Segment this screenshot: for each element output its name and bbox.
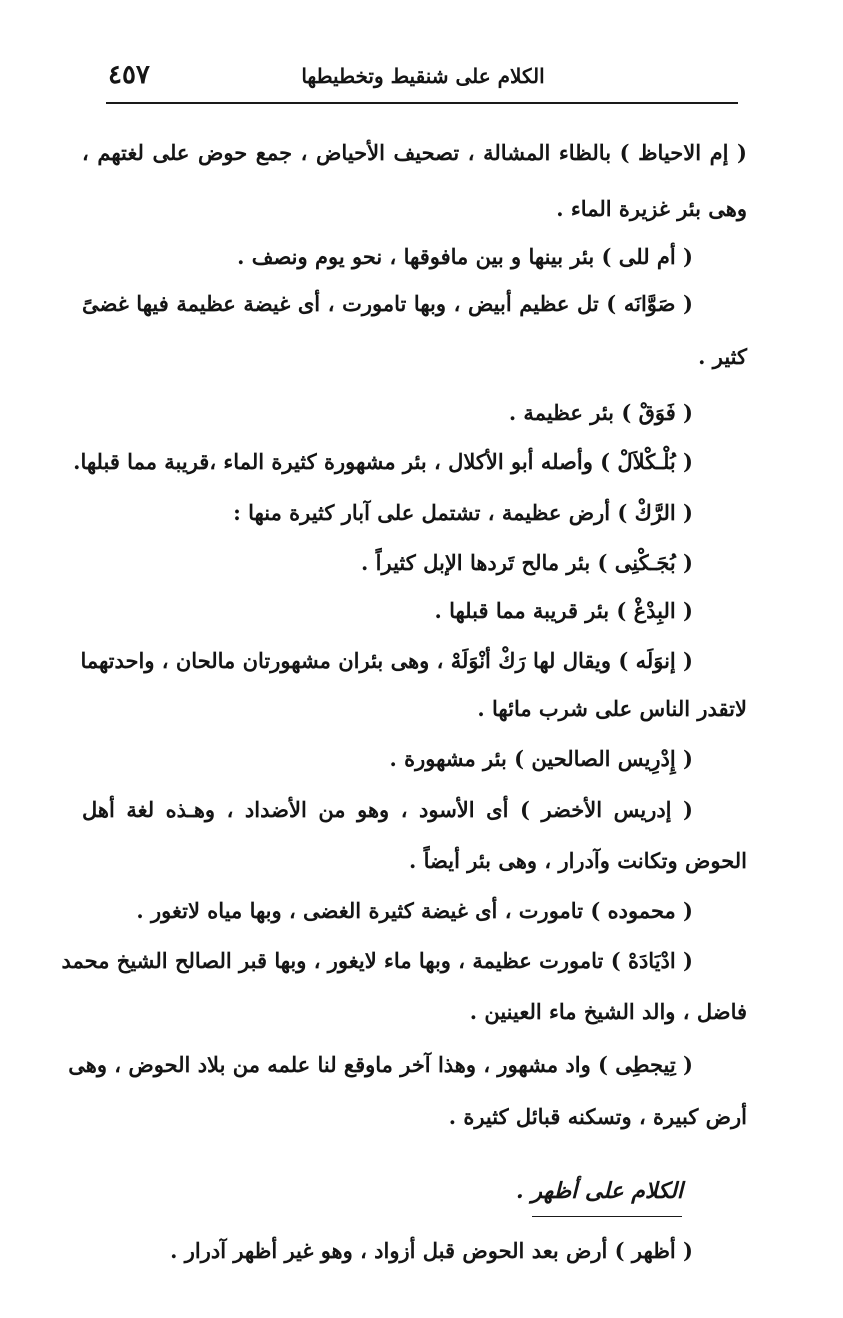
text-line: ( إنوَلَه ) ويقال لها رَكْ أنْوَلَهْ ، وهى بئران مشهورتان مالحان ، واحدتهما (80, 648, 693, 673)
page-header (108, 60, 738, 100)
text-line: ( تِيجطِى ) واد مشهور ، وهذا آخر ماوقع لنا علمه من بلاد الحوض ، وهى (68, 1052, 693, 1077)
text-line: وهى بئر غزيرة الماء . (556, 196, 747, 221)
text-line: ( إدريس الأخضر ) أى الأسود ، وهو من الأضداد ، وهـذه لغة أهل (82, 797, 693, 822)
text-line: ( أظهر ) أرض بعد الحوض قبل أزواد ، وهو غير أظهر آدرار . (170, 1238, 693, 1263)
text-line: ( فَوَقْ ) بئر عظيمة . (508, 400, 693, 425)
text-line: فاضل ، والد الشيخ ماء العينين . (469, 999, 747, 1024)
running-title: الكلام على شنقيط وتخطيطها (301, 64, 545, 88)
section-heading: الكلام على أظهر . (516, 1178, 683, 1204)
text-line: الحوض وتكانت وآدرار ، وهى بئر أيضاً . (409, 848, 747, 873)
section-heading-underline (532, 1216, 682, 1217)
text-line: ( محموده ) تامورت ، أى غيضة كثيرة الغضى ، وبها مياه لاتغور . (136, 898, 693, 923)
text-line: ( الرَّكْ ) أرض عظيمة ، تشتمل على آبار كثيرة منها : (233, 500, 693, 525)
page-number: ٤٥٧ (108, 60, 150, 90)
text-line: لاتقدر الناس على شرب مائها . (477, 696, 747, 721)
header-divider (106, 102, 738, 104)
text-line: ( إم الاحياظ ) بالظاء المشالة ، تصحيف الأحياض ، جمع حوض على لغتهم ، (82, 140, 747, 165)
text-line: أرض كبيرة ، وتسكنه قبائل كثيرة . (448, 1104, 747, 1129)
text-line: ( إِدْرِيس الصالحين ) بئر مشهورة . (389, 746, 693, 771)
text-line: كثير . (698, 344, 747, 369)
text-line: ( البِدْغْ ) بئر قريبة مما قبلها . (434, 598, 693, 623)
text-line: ( بُلْـكْلاَلْ ) وأصله أبو الأكلال ، بئر مشهورة كثيرة الماء ،قريبة مما قبلها. (73, 449, 693, 474)
text-line: ( ادْيَادَهْ ) تامورت عظيمة ، وبها ماء لايغور ، وبها قبر الصالح الشيخ محمد (61, 948, 693, 973)
text-line: ( بُجَـكْنِى ) بئر مالح تَردها الإبل كثيراً . (361, 550, 693, 575)
text-line: ( أم للى ) بئر بينها و بين مافوقها ، نحو يوم ونصف . (237, 244, 693, 269)
text-line: ( صَوَّانَه ) تل عظيم أبيض ، وبها تامورت ، أى غيضة عظيمة فيها غضىً (82, 291, 693, 316)
